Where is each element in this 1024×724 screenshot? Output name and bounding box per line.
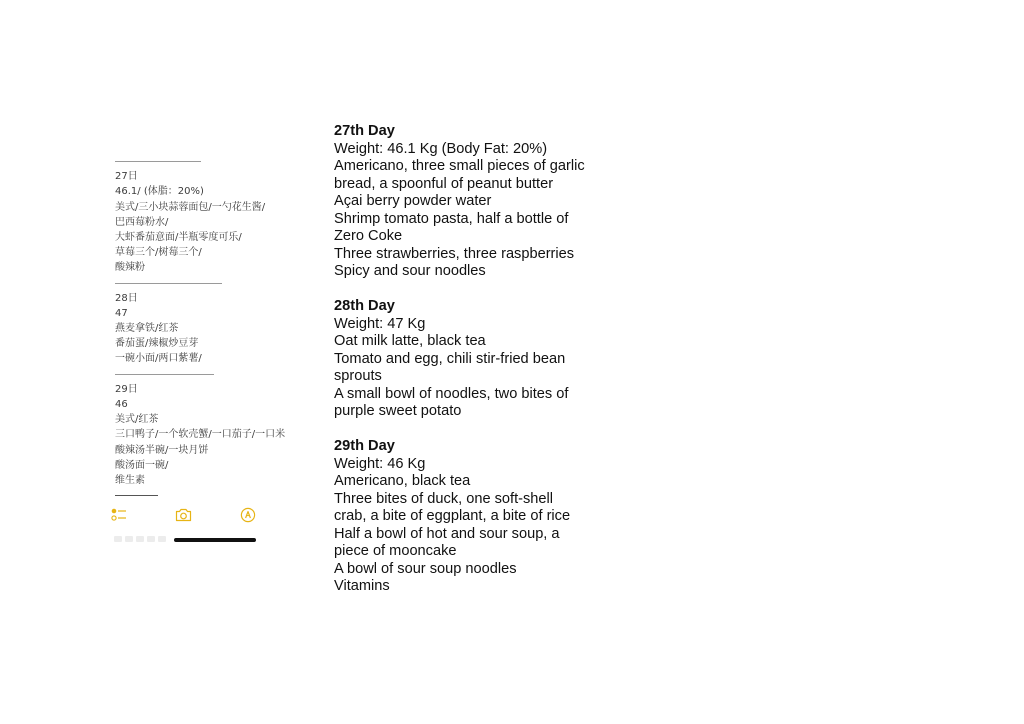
divider	[115, 276, 315, 291]
note-weight-29: 46	[115, 399, 128, 410]
note-meal-line: 酸辣汤半碗/一块月饼	[115, 444, 209, 456]
note-meal-line: 三口鸭子/一个软壳蟹/一口茄子/一口米	[115, 429, 286, 441]
divider	[115, 367, 315, 382]
faded-text-remnant	[114, 536, 174, 544]
note-meal-line: 酸辣粉	[115, 262, 145, 274]
note-meal-line: 番茄蛋/辣椒炒豆芽	[115, 338, 199, 350]
translation-line: purple sweet potato	[334, 403, 462, 419]
translation-line: Three bites of duck, one soft-shell	[334, 490, 554, 507]
note-meal-line: 大虾番茄意面/半瓶零度可乐/	[115, 231, 242, 243]
translation-line: Americano, black tea	[334, 473, 471, 489]
note-meal-line: 一碗小面/两口紫薯/	[115, 353, 202, 365]
translation-line: crab, a bite of eggplant, a bite of rice	[334, 508, 571, 524]
note-weight-27: 46.1/ (体脂：20%)	[115, 186, 204, 198]
note-meal-line: 酸汤面一碗/	[115, 459, 169, 471]
translation-line: sprouts	[334, 368, 382, 384]
translation-line: Shrimp tomato pasta, half a bottle of	[334, 210, 569, 227]
translation-line: Three strawberries, three raspberries	[334, 245, 575, 262]
day-heading: 28th Day	[334, 298, 395, 314]
checklist-icon[interactable]	[110, 506, 128, 524]
note-meal-line: 燕麦拿铁/红茶	[115, 323, 179, 335]
translation-line: Spicy and sour noodles	[334, 263, 486, 279]
notes-toolbar	[110, 506, 270, 524]
day-heading: 29th Day	[334, 438, 395, 454]
note-date-29: 29日	[115, 383, 138, 395]
divider	[115, 154, 315, 169]
paragraph-gap	[334, 421, 624, 439]
translation-line: bread, a spoonful of peanut butter	[334, 175, 554, 192]
note-meal-line: 草莓三个/树莓三个/	[115, 247, 202, 259]
day-heading: 27th Day	[334, 123, 395, 139]
translation-line: Açai berry powder water	[334, 193, 492, 209]
translation-line: Weight: 47 Kg	[334, 315, 426, 332]
translation-line: Vitamins	[334, 578, 390, 594]
note-meal-line: 美式/红茶	[115, 414, 159, 426]
translation-line: Zero Coke	[334, 228, 403, 244]
note-meal-line: 美式/三小块蒜蓉面包/一勺花生酱/	[115, 201, 266, 213]
translation-line: A small bowl of noodles, two bites of	[334, 385, 569, 402]
note-date-28: 28日	[115, 292, 138, 304]
camera-icon[interactable]	[174, 506, 192, 524]
translation-line: Americano, three small pieces of garlic	[334, 158, 585, 174]
note-meal-line: 维生素	[115, 474, 145, 486]
note-weight-28: 47	[115, 307, 128, 319]
translation-line: Half a bowl of hot and sour soup, a	[334, 525, 560, 542]
paragraph-gap	[334, 281, 624, 299]
home-indicator[interactable]	[174, 538, 256, 542]
divider	[115, 488, 315, 503]
translation-line: Oat milk latte, black tea	[334, 333, 486, 349]
notes-body[interactable]	[115, 154, 315, 503]
translation-line: Tomato and egg, chili stir-fried bean	[334, 350, 566, 367]
translation-line: A bowl of sour soup noodles	[334, 560, 517, 577]
markup-icon[interactable]	[239, 506, 257, 524]
note-date-27: 27日	[115, 171, 138, 183]
translation-line: piece of mooncake	[334, 543, 457, 559]
translation-text	[334, 123, 624, 596]
translation-line: Weight: 46.1 Kg (Body Fat: 20%)	[334, 140, 548, 157]
translation-line: Weight: 46 Kg	[334, 455, 426, 472]
note-meal-line: 巴西莓粉水/	[115, 216, 169, 228]
